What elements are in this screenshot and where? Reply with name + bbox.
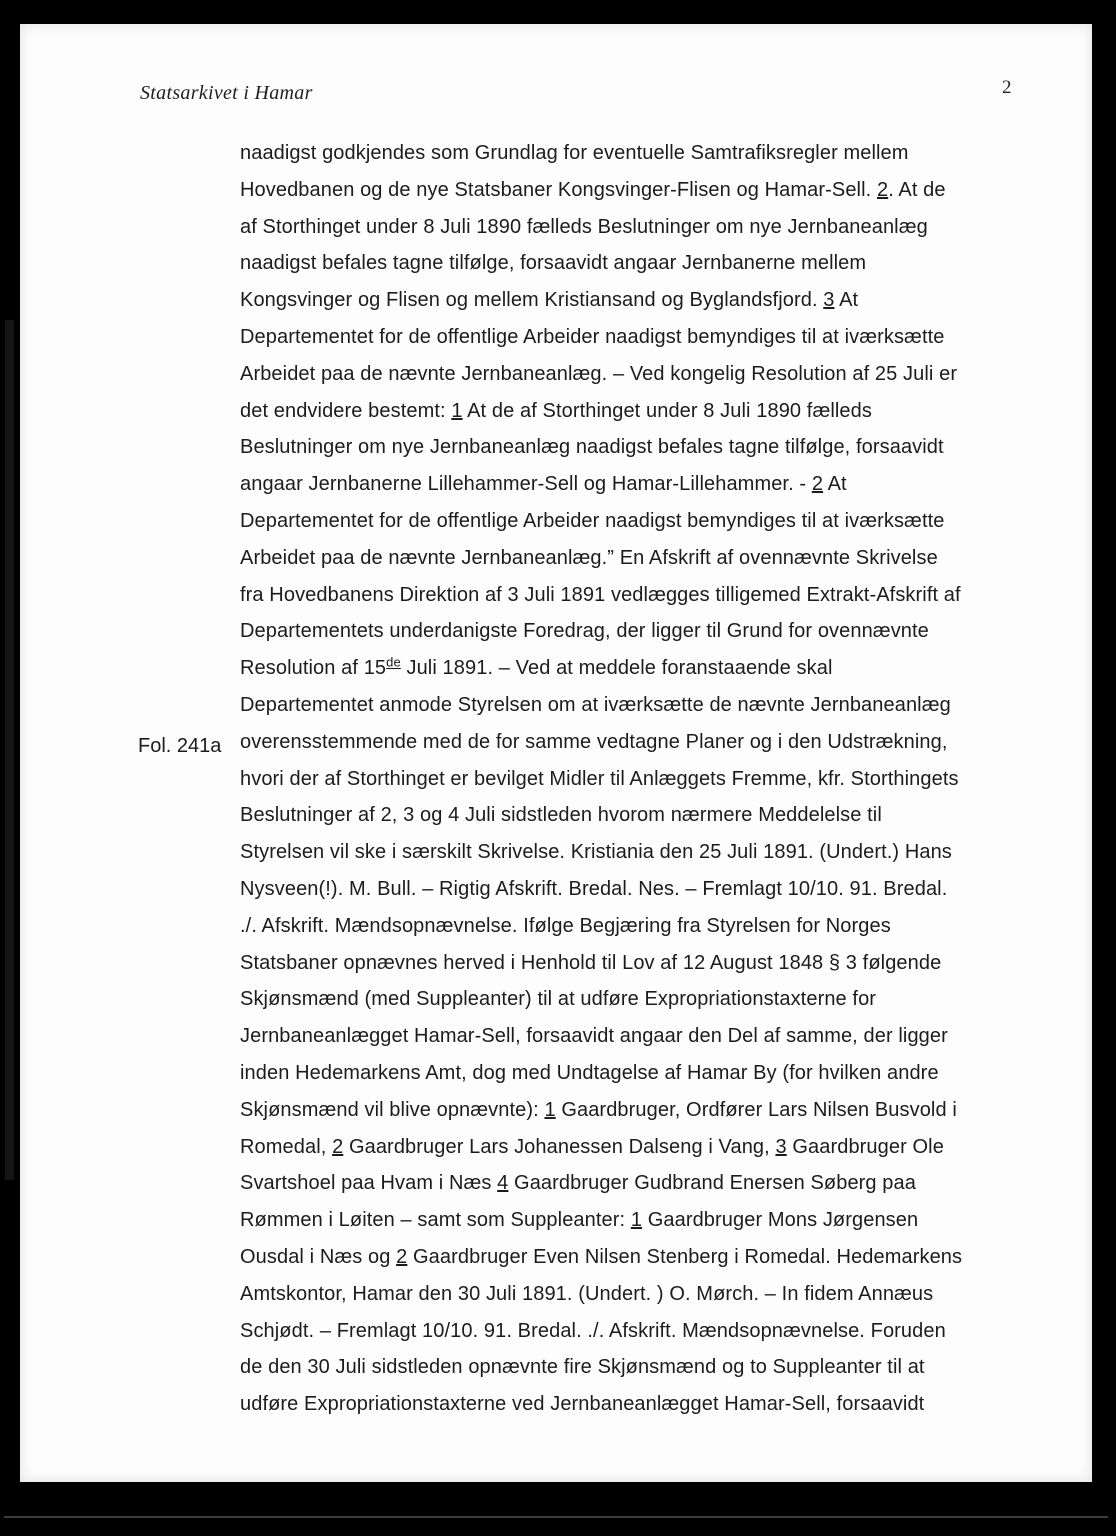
text-line: Kongsvinger og Flisen og mellem Kristiansand og Byglandsfjord. 3 At	[240, 289, 859, 312]
text-line: Schjødt. – Fremlagt 10/10. 91. Bredal. ./. Afskrift. Mændsopnævnelse. Foruden	[240, 1319, 946, 1342]
text-line: det endvidere bestemt: 1 At de af Storthinget under 8 Juli 1890 fælleds	[240, 399, 872, 422]
text-line: Skjønsmænd vil blive opnævnte): 1 Gaardbruger, Ordfører Lars Nilsen Busvold i	[240, 1098, 957, 1121]
text-line: Rømmen i Løiten – samt som Suppleanter: 1 Gaardbruger Mons Jørgensen	[240, 1209, 919, 1232]
text-line: af Storthinget under 8 Juli 1890 fælleds Beslutninger om nye Jernbaneanlæg	[240, 215, 928, 238]
text-line: overensstemmende med de for samme vedtagne Planer og i den Udstrækning,	[240, 730, 948, 753]
text-line: Jernbaneanlægget Hamar-Sell, forsaavidt angaar den Del af samme, der ligger	[240, 1025, 948, 1048]
text-line: naadigst godkjendes som Grundlag for eventuelle Samtrafiksregler mellem	[240, 142, 909, 164]
text-line: Resolution af 15de Juli 1891. – Ved at meddele foranstaaende skal	[240, 654, 833, 680]
text-line: Departementet for de offentlige Arbeider naadigst bemyndiges til at iværksætte	[240, 509, 945, 532]
text-line: hvori der af Storthinget er bevilget Midler til Anlæggets Fremme, kfr. Storthingets	[240, 767, 959, 790]
page-number: 2	[1002, 77, 1012, 98]
text-line: angaar Jernbanerne Lillehammer-Sell og Hamar-Lillehammer. - 2 At	[240, 473, 847, 496]
text-line: fra Hovedbanens Direktion af 3 Juli 1891 vedlægges tilligemed Extrakt-Afskrift af	[240, 583, 961, 606]
folio-margin-note: Fol. 241a	[138, 735, 222, 757]
text-line: de den 30 Juli sidstleden opnævnte fire Skjønsmænd og to Suppleanter til at	[240, 1356, 925, 1379]
text-line: Nysveen(!). M. Bull. – Rigtig Afskrift. Bredal. Nes. – Fremlagt 10/10. 91. Bredal.	[240, 877, 948, 900]
text-line: Skjønsmænd (med Suppleanter) til at udføre Expropriationstaxterne for	[240, 988, 877, 1011]
document-text-block	[240, 135, 1040, 1423]
text-line: Departementets underdanigste Foredrag, der ligger til Grund for ovennævnte	[240, 620, 929, 643]
text-line: Beslutninger af 2, 3 og 4 Juli sidstleden hvorom nærmere Meddelelse til	[240, 804, 882, 827]
text-line: Departementet anmode Styrelsen om at iværksætte de nævnte Jernbaneanlæg	[240, 693, 951, 716]
text-line: Hovedbanen og de nye Statsbaner Kongsvinger-Flisen og Hamar-Sell. 2. At de	[240, 178, 946, 201]
scan-edge-artifact	[5, 320, 14, 1180]
text-line: Ousdal i Næs og 2 Gaardbruger Even Nilsen Stenberg i Romedal. Hedemarkens	[240, 1245, 963, 1268]
text-line: Amtskontor, Hamar den 30 Juli 1891. (Undert. ) O. Mørch. – In fidem Annæus	[240, 1282, 934, 1305]
text-line: inden Hedemarkens Amt, dog med Undtagelse af Hamar By (for hvilken andre	[240, 1061, 939, 1084]
text-line: Arbeidet paa de nævnte Jernbaneanlæg. – Ved kongelig Resolution af 25 Juli er	[240, 362, 958, 385]
archive-title: Statsarkivet i Hamar	[140, 82, 313, 104]
text-line: Svartshoel paa Hvam i Næs 4 Gaardbruger Gudbrand Enersen Søberg paa	[240, 1172, 916, 1195]
scan-artifact-line	[4, 1516, 1108, 1518]
text-line: ./. Afskrift. Mændsopnævnelse. Ifølge Begjæring fra Styrelsen for Norges	[240, 914, 891, 937]
text-line: Statsbaner opnævnes herved i Henhold til Lov af 12 August 1848 § 3 følgende	[240, 951, 942, 974]
text-line: Departementet for de offentlige Arbeider naadigst bemyndiges til at iværksætte	[240, 325, 945, 348]
text-line: Romedal, 2 Gaardbruger Lars Johanessen Dalseng i Vang, 3 Gaardbruger Ole	[240, 1135, 944, 1158]
text-line: Styrelsen vil ske i særskilt Skrivelse. Kristiania den 25 Juli 1891. (Undert.) Hans	[240, 841, 952, 864]
text-line: Beslutninger om nye Jernbaneanlæg naadigst befales tagne tilfølge, forsaavidt	[240, 436, 944, 459]
text-line: udføre Expropriationstaxterne ved Jernbaneanlægget Hamar-Sell, forsaavidt	[240, 1393, 925, 1416]
document-page	[20, 24, 1092, 1482]
text-line: naadigst befales tagne tilfølge, forsaavidt angaar Jernbanerne mellem	[240, 252, 867, 275]
text-line: Arbeidet paa de nævnte Jernbaneanlæg.” En Afskrift af ovennævnte Skrivelse	[240, 546, 938, 569]
